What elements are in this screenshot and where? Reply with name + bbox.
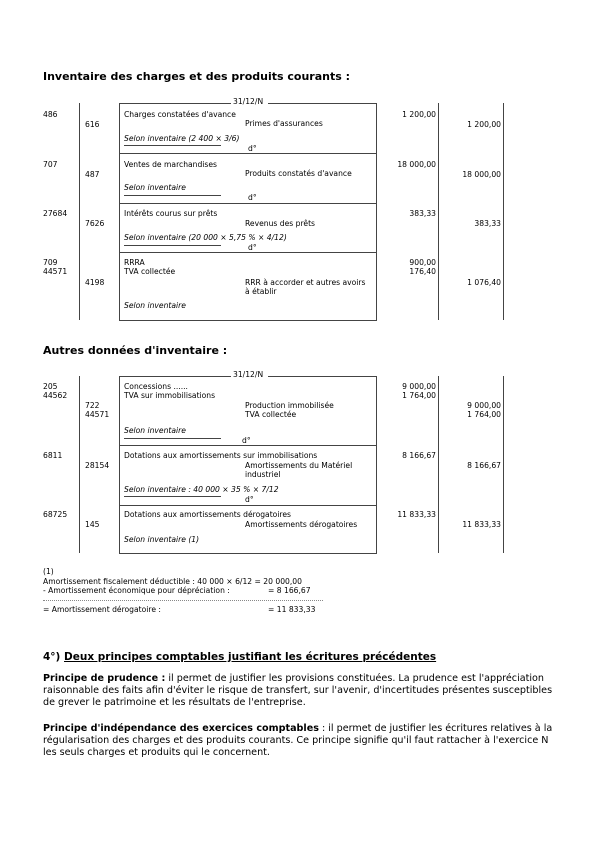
justification-underline bbox=[124, 195, 221, 196]
justification-underline bbox=[124, 145, 221, 146]
credit-label: Amortissements du Matériel bbox=[245, 461, 353, 470]
debit-account: 486 bbox=[43, 110, 58, 119]
debit-amount: 18 000,00 bbox=[397, 160, 436, 169]
justification: Selon inventaire : 40 000 × 35 % × 7/12 bbox=[124, 485, 279, 494]
section4-title: Deux principes comptables justifiant les écritures précédentes bbox=[64, 651, 437, 663]
credit-account: 722 bbox=[85, 401, 100, 410]
debit-account: 6811 bbox=[43, 451, 63, 460]
credit-label: Produits constatés d'avance bbox=[245, 169, 352, 178]
debit-amount: 176,40 bbox=[409, 267, 436, 276]
credit-amount: 11 833,33 bbox=[462, 520, 501, 529]
debit-amount: 8 166,67 bbox=[402, 451, 436, 460]
debit-label: TVA sur immobilisations bbox=[124, 391, 216, 400]
credit-amount: 1 764,00 bbox=[467, 410, 501, 419]
debit-account: 44571 bbox=[43, 267, 68, 276]
debit-amount: 1 200,00 bbox=[402, 110, 436, 119]
debit-label: Charges constatées d'avance bbox=[124, 110, 236, 119]
credit-amount: 383,33 bbox=[474, 219, 501, 228]
principle-prudence bbox=[43, 673, 563, 709]
footnote-value: = 11 833,33 bbox=[268, 605, 316, 614]
justification: Selon inventaire bbox=[124, 426, 186, 435]
column-divider bbox=[503, 376, 504, 553]
credit-label: RRR à accorder et autres avoirs bbox=[245, 278, 366, 287]
justification: Selon inventaire bbox=[124, 183, 186, 192]
credit-account: 28154 bbox=[85, 461, 110, 470]
credit-amount: 1 200,00 bbox=[467, 120, 501, 129]
debit-amount: 1 764,00 bbox=[402, 391, 436, 400]
debit-account: 44562 bbox=[43, 391, 68, 400]
section1-title: Inventaire des charges et des produits courants : bbox=[43, 70, 351, 83]
credit-label: industriel bbox=[245, 470, 281, 479]
date-line-right bbox=[268, 376, 376, 377]
justification: Selon inventaire (20 000 × 5,75 % × 4/12) bbox=[124, 233, 287, 242]
column-divider bbox=[503, 103, 504, 320]
date-line-left bbox=[119, 376, 231, 377]
credit-account: 44571 bbox=[85, 410, 110, 419]
principle-title: Principe d'indépendance des exercices comptables bbox=[43, 723, 319, 734]
principle-text: : il permet de justifier les écritures relatives à la régularisation des charges et des produits courants. Ce principe signifie qu'il faut rattacher à l'exercice N les seuls charges et produits qui le concernent. bbox=[43, 723, 553, 758]
debit-account: 707 bbox=[43, 160, 58, 169]
credit-account: 487 bbox=[85, 170, 100, 179]
ditto-mark: d° bbox=[248, 243, 257, 252]
credit-label: à établir bbox=[245, 287, 277, 296]
debit-account: 709 bbox=[43, 258, 58, 267]
justification: Selon inventaire bbox=[124, 301, 186, 310]
footnote-line: = Amortissement dérogatoire : bbox=[43, 605, 161, 614]
debit-label: Concessions ...... bbox=[124, 382, 188, 391]
principle-independence bbox=[43, 723, 563, 759]
date-header: 31/12/N bbox=[233, 370, 264, 379]
debit-amount: 11 833,33 bbox=[397, 510, 436, 519]
column-divider bbox=[79, 103, 80, 320]
credit-amount: 8 166,67 bbox=[467, 461, 501, 470]
entry-separator bbox=[119, 505, 376, 506]
column-divider bbox=[438, 103, 439, 320]
column-divider bbox=[79, 376, 80, 553]
debit-amount: 900,00 bbox=[409, 258, 436, 267]
date-header: 31/12/N bbox=[233, 97, 264, 106]
credit-amount: 1 076,40 bbox=[467, 278, 501, 287]
date-line-left bbox=[119, 103, 231, 104]
debit-label: TVA collectée bbox=[124, 267, 176, 276]
debit-amount: 9 000,00 bbox=[402, 382, 436, 391]
debit-account: 205 bbox=[43, 382, 58, 391]
date-line-right bbox=[268, 103, 376, 104]
credit-label: Revenus des prêts bbox=[245, 219, 316, 228]
credit-account: 616 bbox=[85, 120, 100, 129]
entry-separator bbox=[119, 203, 376, 204]
credit-label: TVA collectée bbox=[245, 410, 297, 419]
credit-label: Amortissements dérogatoires bbox=[245, 520, 358, 529]
credit-account: 4198 bbox=[85, 278, 105, 287]
debit-label: Dotations aux amortissements sur immobilisations bbox=[124, 451, 318, 460]
ditto-mark: d° bbox=[245, 495, 254, 504]
ditto-mark: d° bbox=[242, 436, 251, 445]
section2-title: Autres données d'inventaire : bbox=[43, 344, 228, 357]
credit-account: 145 bbox=[85, 520, 100, 529]
ditto-mark: d° bbox=[248, 144, 257, 153]
justification-underline bbox=[124, 496, 221, 497]
credit-label: Production immobilisée bbox=[245, 401, 334, 410]
section4-number: 4°) bbox=[43, 651, 61, 663]
justification-underline bbox=[124, 245, 221, 246]
credit-account: 7626 bbox=[85, 219, 105, 228]
ditto-mark: d° bbox=[248, 193, 257, 202]
section4-heading bbox=[43, 651, 436, 663]
footnote-marker: (1) bbox=[43, 567, 54, 576]
principle-text: il permet de justifier les provisions constituées. La prudence est l'appréciation raisonnable des faits afin d'éviter le risque de transfert, sur l'avenir, d'incertitudes présentes susceptibles de grever le patrimoine et les résultats de l'entreprise. bbox=[43, 673, 553, 708]
justification-underline bbox=[124, 438, 221, 439]
credit-amount: 9 000,00 bbox=[467, 401, 501, 410]
debit-account: 27684 bbox=[43, 209, 68, 218]
debit-label: Ventes de marchandises bbox=[124, 160, 217, 169]
debit-account: 68725 bbox=[43, 510, 68, 519]
principle-title: Principe de prudence : bbox=[43, 673, 166, 684]
debit-label: Dotations aux amortissements dérogatoires bbox=[124, 510, 292, 519]
footnote-value: = 8 166,67 bbox=[268, 586, 311, 595]
column-divider bbox=[438, 376, 439, 553]
credit-label: Primes d'assurances bbox=[245, 119, 323, 128]
footnote-line: - Amortissement économique pour dépréciation : bbox=[43, 586, 230, 595]
debit-label: Intérêts courus sur prêts bbox=[124, 209, 218, 218]
footnote-rule bbox=[43, 600, 323, 601]
debit-amount: 383,33 bbox=[409, 209, 436, 218]
footnote-line: Amortissement fiscalement déductible : 40 000 × 6/12 = 20 000,00 bbox=[43, 577, 302, 586]
justification: Selon inventaire (1) bbox=[124, 535, 200, 544]
credit-amount: 18 000,00 bbox=[462, 170, 501, 179]
justification: Selon inventaire (2 400 × 3/6) bbox=[124, 134, 240, 143]
debit-label: RRRA bbox=[124, 258, 145, 267]
